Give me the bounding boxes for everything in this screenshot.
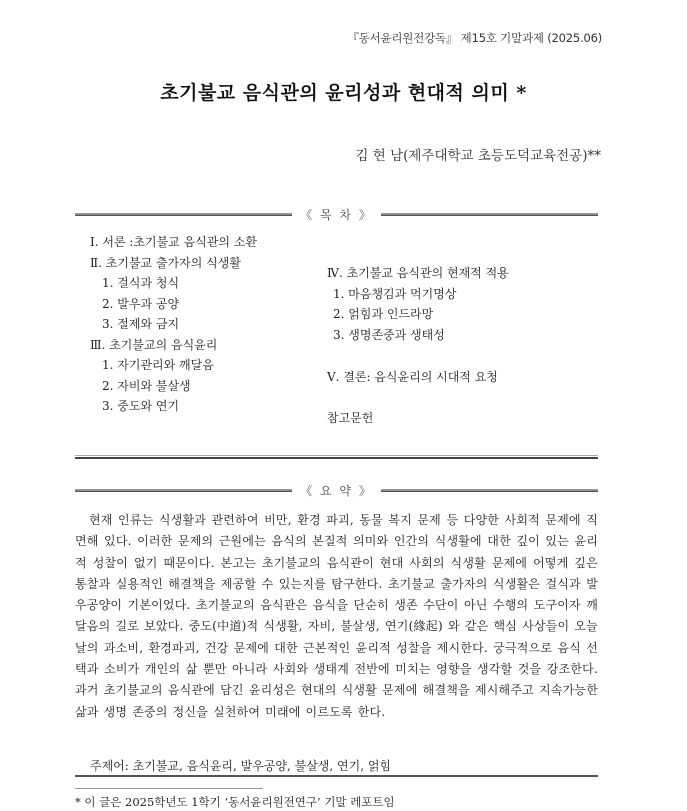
toc-item: 1. 자기관리와 깨달음	[102, 358, 214, 372]
toc-divider	[75, 207, 598, 221]
footnote: * 이 글은 2025학년도 1학기 ‘동서윤리원전연구’ 기말 레포트임	[75, 795, 395, 809]
toc-item: 3. 절제와 금지	[102, 317, 180, 331]
running-header: 『동서윤리원전강독』 제15호 기말과제 (2025.06)	[347, 31, 602, 45]
toc-heading: 《 목 차 》	[300, 207, 373, 222]
toc-item: Ⅳ. 초기불교 음식관의 현재적 적용	[327, 266, 509, 280]
toc-item: Ⅰ. 서론 :초기불교 음식관의 소환	[90, 235, 257, 249]
toc-item: Ⅲ. 초기불교의 음식윤리	[90, 337, 218, 352]
keywords-rule	[75, 775, 598, 777]
toc-item: 1. 마음챙김과 먹기명상	[333, 286, 457, 301]
toc-item: 3. 생명존중과 생태성	[333, 327, 445, 342]
paper-title: 초기불교 음식관의 윤리성과 현대적 의미 *	[160, 82, 527, 104]
toc-item: 2. 발우과 공양	[102, 296, 180, 311]
abstract-divider	[75, 483, 598, 497]
abstract-heading: 《 요 약 》	[300, 483, 373, 498]
divider-rule-right	[381, 213, 598, 216]
keywords: 주제어: 초기불교, 음식윤리, 발우공양, 불살생, 연기, 얽힘	[90, 759, 392, 773]
toc-left-column	[90, 232, 257, 417]
toc-conclusion: Ⅴ. 결론: 음식윤리의 시대적 요청	[327, 370, 498, 384]
author-line: 김 현 남(제주대학교 초등도덕교육전공)**	[355, 148, 601, 164]
divider-rule-left	[75, 213, 292, 216]
toc-item: 3. 중도와 연기	[102, 399, 180, 413]
toc-item: 1. 걸식과 청식	[102, 276, 180, 290]
footnote-rule	[75, 788, 263, 789]
toc-item: 2. 자비와 불살생	[102, 378, 191, 393]
divider-rule-right	[381, 489, 598, 492]
toc-references: 참고문헌	[327, 411, 374, 425]
toc-item: Ⅱ. 초기불교 출가자의 식생활	[90, 255, 241, 270]
divider-rule-left	[75, 489, 292, 492]
toc-right-column	[327, 263, 509, 345]
abstract-body: 현재 인류는 식생활과 관련하여 비만, 환경 파괴, 동물 복지 문제 등 다양한 사회적 문제에 직면해 있다. 이러한 문제의 근원에는 음식의 본질적 의미와 인간의 식생활에 대한 깊이 있는 윤리적 성찰이 없기 때문이다. 본고는 초기불교의 음식관이 현대 사회의 식생활 문제에 어떻게 깊은 통찰과 실용적인 해결책을 제공할 수 있는지를 탐구한다. 초기불교 출가자의 식생활은 걸식과 발우공양이 기본이었다. 초기불교의 음식관은 음식을 단순히 생존 수단이 아닌 수행의 도구이자 깨달음의 길로 보았다. 중도(中道)적 식생활, 자비, 불살생, 연기(緣起) 와 같은 핵심 사상들이 오늘날의 과소비, 환경파괴, 건강 문제에 대한 근본적인 윤리적 성찰을 제시한다. 궁극적으로 음식 선택과 소비가 개인의 삶 뿐만 아니라 사회와 생태계 전반에 미치는 영향을 생각할 것을 강조한다. 과거 초기불교의 음식관에 담긴 윤리성은 현대의 식생활 문제에 해결책을 제시해주고 지속가능한 삶과 생명 존중의 정신을 실천하여 미래에 이르도록 한다.	[75, 513, 598, 719]
toc-item: 2. 얽힘과 인드라망	[333, 307, 434, 321]
toc-end-rule	[75, 455, 598, 459]
